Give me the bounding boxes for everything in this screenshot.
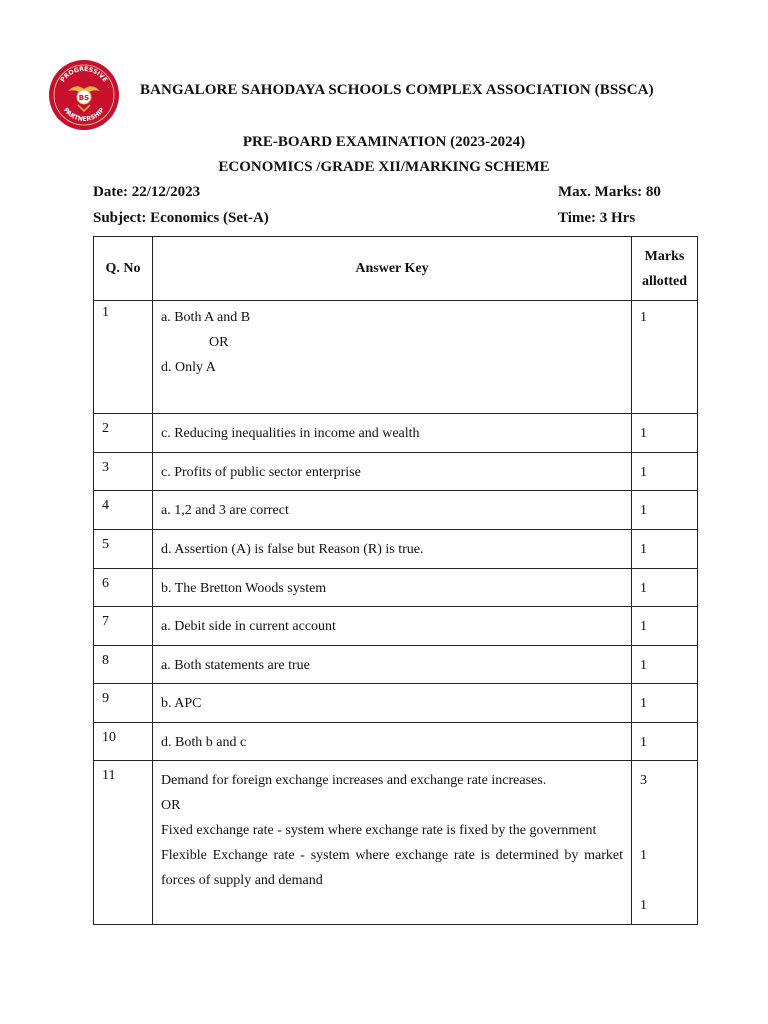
question-number: 3 [94, 453, 153, 491]
marks-cell: 1 [632, 684, 698, 723]
answer-key-table [93, 236, 698, 925]
answer-cell [153, 301, 632, 414]
organization-title: BANGALORE SAHODAYA SCHOOLS COMPLEX ASSOCIATION (BSSCA) [140, 82, 654, 98]
table-row [94, 530, 698, 569]
exam-title: PRE-BOARD EXAMINATION (2023-2024) [242, 134, 526, 150]
table-row [94, 607, 698, 646]
answer-line: Flexible Exchange rate - system where exchange rate is determined by market forces of supply and demand [161, 848, 623, 888]
answer-cell: a. Debit side in current account [153, 607, 632, 646]
table-row [94, 646, 698, 684]
question-number: 1 [94, 301, 153, 414]
marks-cell: 1 [632, 646, 698, 684]
logo-text-top: PROGRESSIVE [59, 65, 109, 84]
marks-value: 1 [640, 898, 647, 913]
question-number: 4 [94, 491, 153, 530]
exam-subject: Subject: Economics (Set-A) [93, 210, 269, 226]
answer-cell: c. Reducing inequalities in income and wealth [153, 414, 632, 453]
max-marks: Max. Marks: 80 [558, 184, 661, 200]
exam-date: Date: 22/12/2023 [93, 184, 201, 200]
question-number: 5 [94, 530, 153, 569]
table-header-row [94, 237, 698, 301]
bssca-logo [48, 59, 120, 131]
header-marks [632, 237, 698, 301]
marks-cell: 1 [632, 530, 698, 569]
answer-or: OR [209, 335, 229, 350]
answer-line: Fixed exchange rate - system where exchange rate is fixed by the government [161, 823, 597, 838]
table-row [94, 569, 698, 607]
question-number: 2 [94, 414, 153, 453]
marks-cell: 1 [632, 607, 698, 646]
marks-cell: 1 [632, 301, 698, 414]
header-qno: Q. No [94, 237, 153, 301]
logo-text-bottom: PARTNERSHIP [61, 106, 107, 124]
header-marks-line1: Marks [644, 248, 685, 264]
table-row [94, 301, 698, 414]
marks-cell: 1 [632, 569, 698, 607]
table-row [94, 684, 698, 723]
question-number: 6 [94, 569, 153, 607]
marks-value: 3 [640, 773, 647, 788]
header-marks-line2: allotted [641, 273, 688, 289]
answer-cell: d. Assertion (A) is false but Reason (R) is true. [153, 530, 632, 569]
marks-value: 1 [640, 848, 647, 863]
marks-cell [632, 761, 698, 925]
exam-time: Time: 3 Hrs [558, 210, 636, 226]
answer-cell: b. The Bretton Woods system [153, 569, 632, 607]
marks-cell: 1 [632, 723, 698, 761]
question-number: 10 [94, 723, 153, 761]
answer-cell: a. 1,2 and 3 are correct [153, 491, 632, 530]
table-row [94, 453, 698, 491]
answer-cell [153, 761, 632, 925]
question-number: 11 [94, 761, 153, 925]
table-row [94, 491, 698, 530]
scheme-title: ECONOMICS /GRADE XII/MARKING SCHEME [218, 159, 550, 175]
marks-cell: 1 [632, 491, 698, 530]
marks-cell: 1 [632, 453, 698, 491]
table-row [94, 723, 698, 761]
answer-cell: b. APC [153, 684, 632, 723]
answer-cell: d. Both b and c [153, 723, 632, 761]
logo-monogram: BS [78, 94, 90, 102]
table-row [94, 761, 698, 925]
answer-or: OR [161, 798, 181, 813]
answer-line: d. Only A [161, 360, 216, 375]
answer-cell: a. Both statements are true [153, 646, 632, 684]
answer-line: a. Both A and B [161, 310, 251, 325]
answer-cell: c. Profits of public sector enterprise [153, 453, 632, 491]
table-row [94, 414, 698, 453]
header-answer-key: Answer Key [153, 237, 632, 301]
answer-line: Demand for foreign exchange increases and exchange rate increases. [161, 773, 547, 788]
marks-cell: 1 [632, 414, 698, 453]
question-number: 8 [94, 646, 153, 684]
question-number: 9 [94, 684, 153, 723]
question-number: 7 [94, 607, 153, 646]
